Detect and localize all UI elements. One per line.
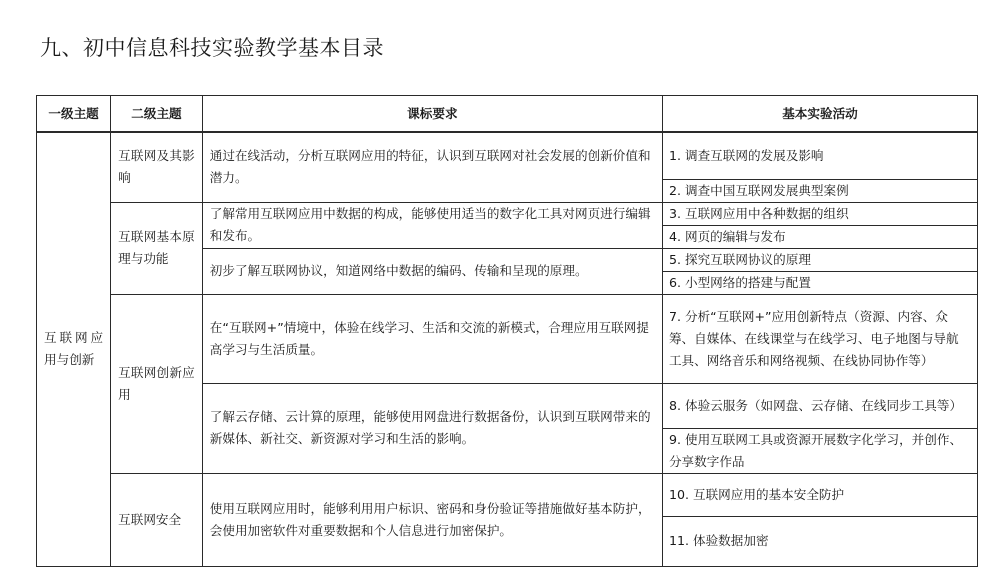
page-title: 九、初中信息科技实验教学基本目录: [40, 36, 384, 60]
requirement-cell: 初步了解互联网协议，知道网络中数据的编码、传输和呈现的原理。: [202, 248, 662, 294]
activity-11: 11. 体验数据加密: [662, 516, 977, 566]
header-level1: 一级主题: [37, 96, 111, 133]
table-row: [37, 202, 978, 225]
activity-8: 8. 体验云服务（如网盘、云存储、在线同步工具等）: [662, 383, 977, 428]
level2-topic-impact: 互联网及其影响: [111, 132, 203, 202]
activity-3: 3. 互联网应用中各种数据的组织: [662, 202, 977, 225]
table-header-row: [37, 96, 978, 133]
header-requirements: 课标要求: [202, 96, 662, 133]
activity-4: 4. 网页的编辑与发布: [662, 225, 977, 248]
activity-10: 10. 互联网应用的基本安全防护: [662, 473, 977, 516]
level2-topic-innovation: 互联网创新应用: [111, 294, 203, 473]
table-row: [37, 294, 978, 383]
requirement-cell: 了解常用互联网应用中数据的构成，能够使用适当的数字化工具对网页进行编辑和发布。: [202, 202, 662, 248]
level2-topic-security: 互联网安全: [111, 473, 203, 566]
activity-7: 7. 分析“互联网+”应用创新特点（资源、内容、众筹、自媒体、在线课堂与在线学习、电子地图与导航工具、网络音乐和网络视频、在线协同协作等）: [662, 294, 977, 383]
header-level2: 二级主题: [111, 96, 203, 133]
activity-9: 9. 使用互联网工具或资源开展数字化学习，并创作、分享数字作品: [662, 428, 977, 473]
level1-topic: 互联网应用与创新: [37, 132, 111, 566]
requirement-cell: 在“互联网+”情境中，体验在线学习、生活和交流的新模式，合理应用互联网提高学习与生活质量。: [202, 294, 662, 383]
experiment-catalog-table: [36, 95, 978, 567]
table-row: [37, 473, 978, 516]
requirement-cell: 通过在线活动，分析互联网应用的特征，认识到互联网对社会发展的创新价值和潜力。: [202, 132, 662, 202]
requirement-cell: 使用互联网应用时，能够利用用户标识、密码和身份验证等措施做好基本防护，会使用加密软件对重要数据和个人信息进行加密保护。: [202, 473, 662, 566]
activity-5: 5. 探究互联网协议的原理: [662, 248, 977, 271]
activity-1: 1. 调查互联网的发展及影响: [662, 132, 977, 179]
requirement-cell: 了解云存储、云计算的原理，能够使用网盘进行数据备份，认识到互联网带来的新媒体、新社交、新资源对学习和生活的影响。: [202, 383, 662, 473]
activity-6: 6. 小型网络的搭建与配置: [662, 271, 977, 294]
activity-2: 2. 调查中国互联网发展典型案例: [662, 179, 977, 202]
header-activities: 基本实验活动: [662, 96, 977, 133]
level2-topic-principles: 互联网基本原理与功能: [111, 202, 203, 294]
table-row: [37, 132, 978, 179]
